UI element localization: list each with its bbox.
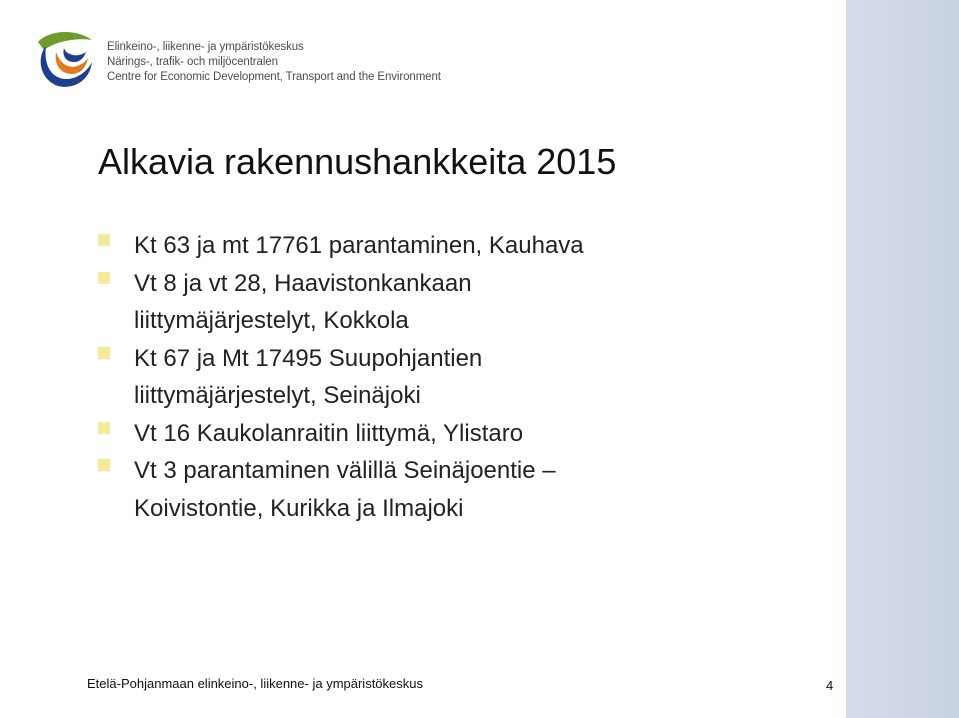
slide-title: Alkavia rakennushankkeita 2015 <box>98 141 617 182</box>
bullet-list <box>96 227 796 527</box>
side-band <box>846 0 959 718</box>
organization-names <box>107 40 441 85</box>
list-item <box>96 340 796 415</box>
footer-organization: Etelä-Pohjanmaan elinkeino-, liikenne- ja ympäristökeskus <box>87 676 424 691</box>
bullet-text: Vt 3 parantaminen välillä Seinäjoentie – Koivistontie, Kurikka ja Ilmajoki <box>134 457 556 522</box>
org-name-finnish: Elinkeino-, liikenne- ja ympäristökeskus <box>107 41 304 53</box>
bullet-square-icon <box>98 347 110 359</box>
bullet-square-icon <box>98 459 110 471</box>
org-name-swedish: Närings-, trafik- och miljöcentralen <box>107 56 278 68</box>
bullet-text: Vt 8 ja vt 28, Haavistonkankaan liittymäjärjestelyt, Kokkola <box>134 269 472 334</box>
page-number: 4 <box>826 678 834 693</box>
ely-logo-icon <box>34 28 96 90</box>
list-item <box>96 452 796 527</box>
bullet-square-icon <box>98 422 110 434</box>
list-item <box>96 227 796 265</box>
bullet-text: Vt 16 Kaukolanraitin liittymä, Ylistaro <box>134 419 524 447</box>
list-item <box>96 265 796 340</box>
org-name-english: Centre for Economic Development, Transport and the Environment <box>107 71 441 83</box>
bullet-square-icon <box>98 234 110 246</box>
bullet-text: Kt 67 ja Mt 17495 Suupohjantien liittymäjärjestelyt, Seinäjoki <box>134 344 483 409</box>
list-item <box>96 415 796 453</box>
bullet-text: Kt 63 ja mt 17761 parantaminen, Kauhava <box>134 232 584 259</box>
bullet-square-icon <box>98 272 110 284</box>
